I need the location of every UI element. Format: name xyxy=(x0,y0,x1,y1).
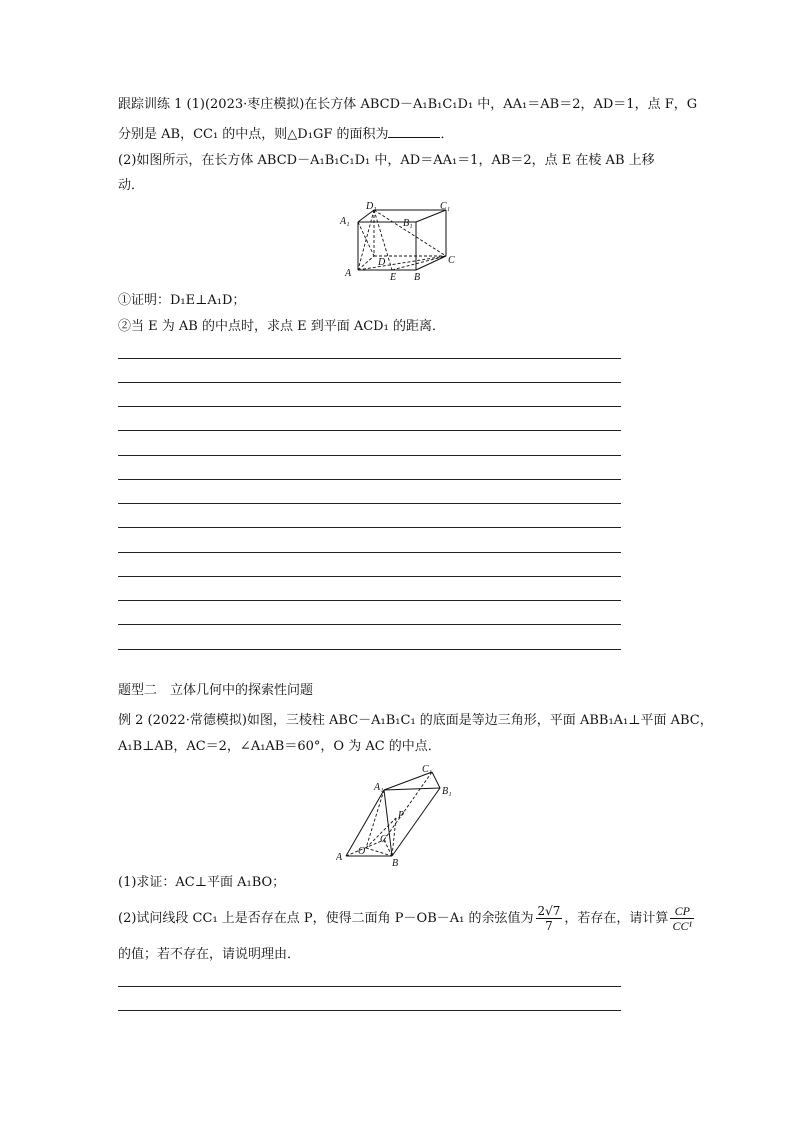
diag-d1-a xyxy=(358,210,374,270)
label-d1: D₁ xyxy=(366,201,377,212)
label-e: E xyxy=(390,272,397,283)
exercise1-line3: (2)如图所示，在长方体 ABCD－A₁B₁C₁D₁ 中，AD＝AA₁＝1，AB＝2，点 E 在棱 AB 上移 xyxy=(118,153,655,168)
answer-line xyxy=(118,527,621,528)
answer-line xyxy=(118,406,621,407)
exercise1-question1: ①证明：D₁E⊥A₁D； xyxy=(118,293,246,308)
label-c1: C₁ xyxy=(440,201,451,212)
example2-line2: A₁B⊥AB，AC＝2，∠A₁AB＝60°，O 为 AC 的中点． xyxy=(118,739,441,754)
exercise1-question2: ②当 E 为 AB 的中点时，求点 E 到平面 ACD₁ 的距离． xyxy=(118,319,445,334)
answer-line xyxy=(118,600,621,601)
answer-line xyxy=(118,479,621,480)
answer-blank[interactable] xyxy=(388,124,440,138)
answer-line xyxy=(118,1010,621,1011)
answer-line xyxy=(118,503,621,504)
label-d: D xyxy=(378,257,386,268)
example2-line1: 例 2 (2022·常德模拟)如图，三棱柱 ABC－A₁B₁C₁ 的底面是等边三角形，平面 ABB₁A₁⊥平面 ABC， xyxy=(118,713,713,728)
exercise1-line1: 跟踪训练 1 (1)(2023·枣庄模拟)在长方体 ABCD－A₁B₁C₁D₁ 中，AA₁＝AB＝2，AD＝1，点 F，G xyxy=(118,97,698,112)
example2-question2-text: (2)试问线段 CC₁ 上是否存在点 P，使得二面角 P－OB－A₁ 的余弦值为 xyxy=(118,911,534,926)
answer-line xyxy=(118,552,621,553)
label-a: A xyxy=(336,852,343,863)
example2-question1: (1)求证：AC⊥平面 A₁BO； xyxy=(118,875,286,890)
example2-question3: 的值；若不存在，请说明理由． xyxy=(118,947,301,962)
edge-b-b1 xyxy=(392,788,440,856)
label-b: B xyxy=(392,858,399,868)
answer-line xyxy=(118,430,621,431)
example2-question2 xyxy=(118,902,696,936)
answer-line xyxy=(118,649,621,650)
label-a: A xyxy=(345,268,352,279)
fraction-denominator: CC¹ xyxy=(672,919,693,933)
fraction-denominator: 7 xyxy=(545,919,553,933)
answer-line xyxy=(118,358,621,359)
edge-c1-b1 xyxy=(432,772,440,788)
answer-line xyxy=(118,382,621,383)
exercise1-line4: 动． xyxy=(118,178,145,193)
prism-figure xyxy=(336,760,466,868)
label-b1: B₁ xyxy=(403,218,413,229)
example2-question2-mid: ，若存在，请计算 xyxy=(564,911,669,926)
edge-b-c xyxy=(416,256,446,270)
diag-d1-c xyxy=(374,210,446,256)
seg-p-b xyxy=(392,818,396,856)
edge-a1-b1 xyxy=(384,788,440,790)
answer-line xyxy=(118,576,621,577)
exercise1-line2-text: 分别是 AB，CC₁ 的中点，则△D₁GF 的面积为 xyxy=(118,127,389,142)
label-c1: C₁ xyxy=(422,764,433,775)
cosine-fraction xyxy=(536,904,563,933)
fraction-numerator: 2√7 xyxy=(537,904,561,918)
label-b1: B₁ xyxy=(442,786,452,797)
label-b: B xyxy=(414,272,421,283)
label-p: P xyxy=(398,810,405,821)
exercise1-line2-end: ． xyxy=(440,127,454,142)
fraction-numerator: CP xyxy=(670,904,694,919)
answer-line xyxy=(118,986,621,987)
answer-line xyxy=(118,455,621,456)
label-o: O xyxy=(358,846,366,857)
label-a1: A₁ xyxy=(340,216,350,227)
cuboid-figure xyxy=(336,200,466,286)
ratio-fraction xyxy=(670,904,694,933)
exercise1-line2 xyxy=(118,124,454,144)
edge-c-c1 xyxy=(384,772,432,840)
edge-a-d xyxy=(358,256,374,270)
section-heading: 题型二 立体几何中的探索性问题 xyxy=(118,683,314,698)
label-c: C xyxy=(380,834,387,845)
answer-line xyxy=(118,624,621,625)
label-c: C xyxy=(448,255,455,266)
label-a1: A₁ xyxy=(374,782,384,793)
